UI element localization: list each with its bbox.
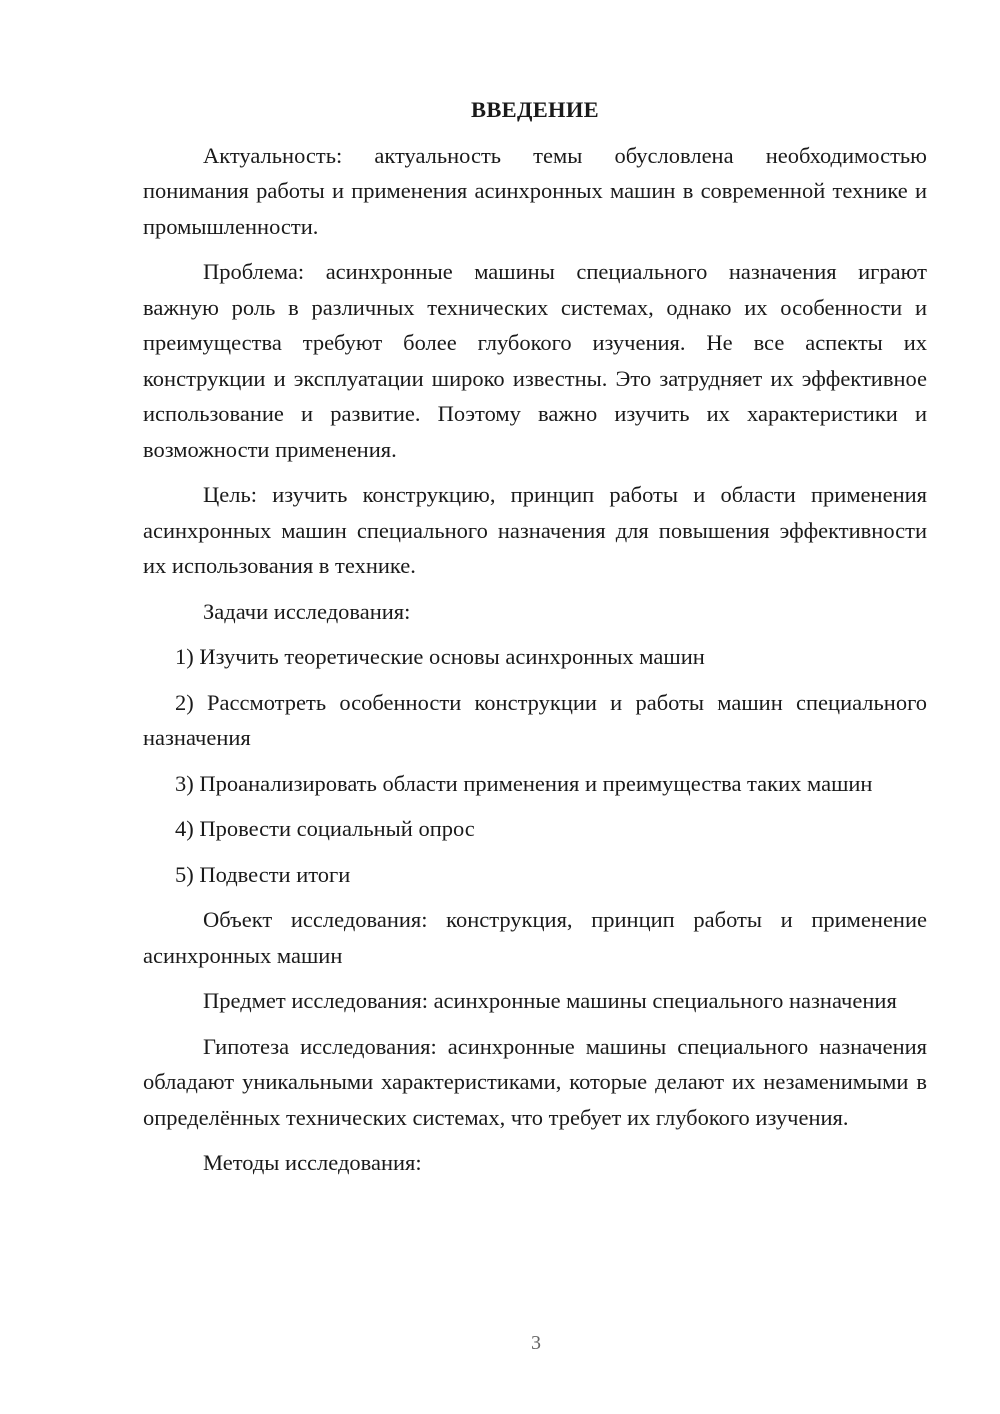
methods-heading: Методы исследования: <box>203 1150 422 1175</box>
paragraph-problem: Проблема: асинхронные машины специального назначения играют важную роль в различных технических системах, однако их особенности и преимущества требуют более глубокого изучения. Не все аспекты их конструкции и эксплуатации широко известны. Это затрудняет их эффективное использование и развитие. Поэтому важно изучить их характеристики и возможности применения. <box>143 259 927 462</box>
paragraph-relevance: Актуальность: актуальность темы обусловлена необходимостью понимания работы и применения асинхронных машин в современной технике и промышленности. <box>143 142 927 239</box>
task-item-1: 1) Изучить теоретические основы асинхронных машин <box>175 644 705 669</box>
paragraph-subject: Предмет исследования: асинхронные машины специального назначения <box>203 988 897 1013</box>
task-item-5: 5) Подвести итоги <box>175 861 351 887</box>
task-item-4: 4) Провести социальный опрос <box>175 816 475 841</box>
section-title: ВВЕДЕНИЕ <box>471 97 599 122</box>
page-content <box>143 92 927 1191</box>
paragraph-goal: Цель: изучить конструкцию, принцип работы и области применения асинхронных машин специального назначения для повышения эффективности их использования в технике. <box>143 482 927 578</box>
tasks-heading: Задачи исследования: <box>203 598 411 624</box>
paragraph-hypothesis: Гипотеза исследования: асинхронные машины специального назначения обладают уникальными характеристиками, которые делают их незаменимыми в определённых технических системах, что требует их глубокого изучения. <box>143 1033 927 1130</box>
task-item-3: 3) Проанализировать области применения и преимущества таких машин <box>175 770 873 796</box>
page-number: 3 <box>531 1332 541 1354</box>
paragraph-object: Объект исследования: конструкция, принцип работы и применение асинхронных машин <box>143 907 927 968</box>
task-item-2: 2) Рассмотреть особенности конструкции и работы машин специального назначения <box>143 689 927 750</box>
